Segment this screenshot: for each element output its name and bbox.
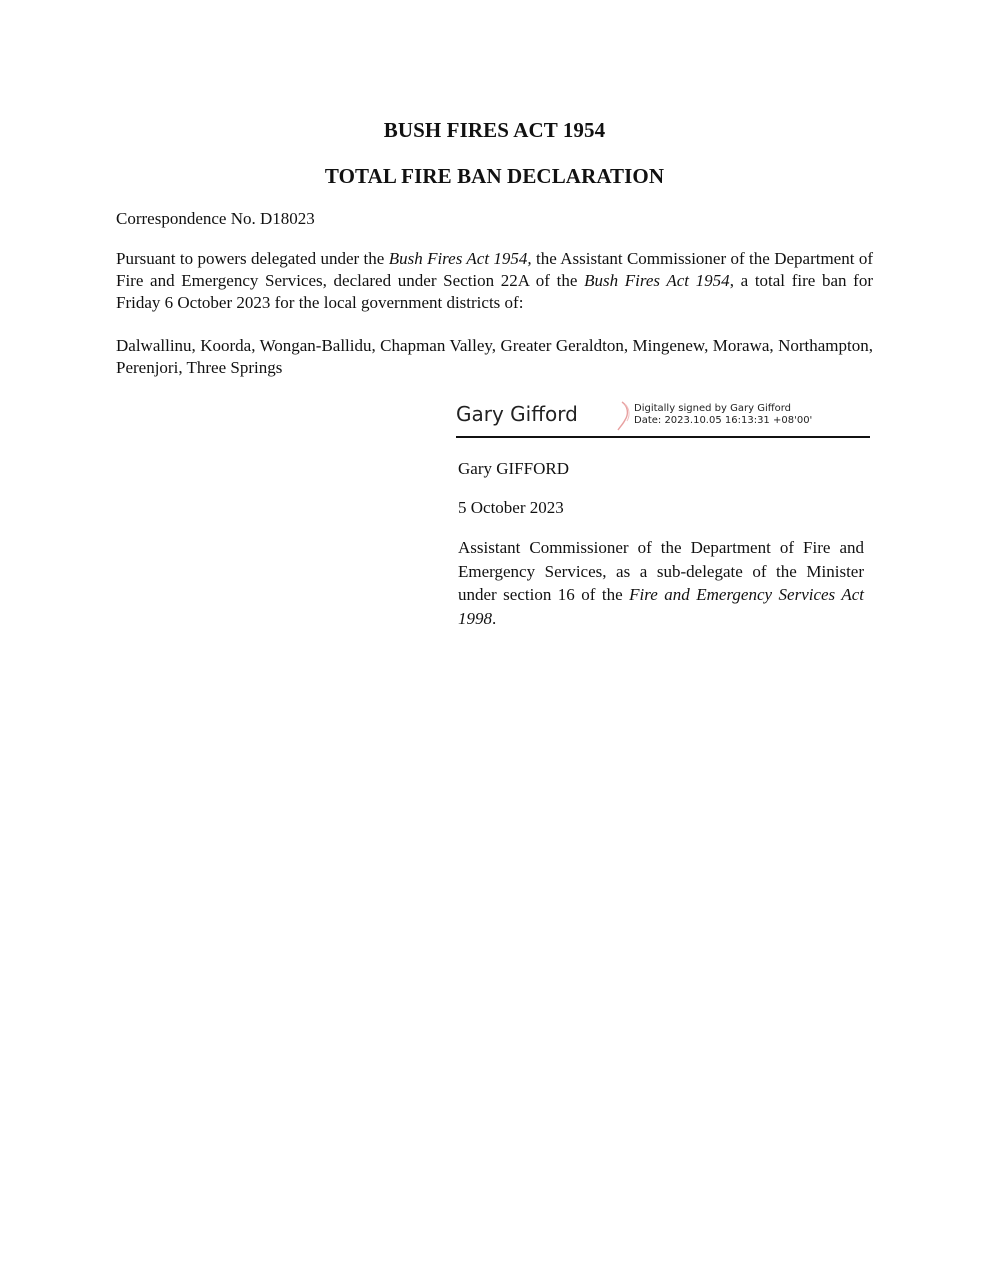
paragraph-text-2: the Assistant Commissioner of the Department of Fire and Emergency Services, declared under Section 22A of the xyxy=(116,249,873,290)
paragraph-text-1: Pursuant to powers delegated under the xyxy=(116,249,389,268)
declaration-title: TOTAL FIRE BAN DECLARATION xyxy=(324,164,665,188)
act-name-italic-2: Bush Fires Act 1954 xyxy=(584,271,730,290)
signer-title xyxy=(458,536,864,630)
signature-date: Date: 2023.10.05 16:13:31 +08'00' xyxy=(634,415,813,426)
paragraph-text-3: , a total fire ban for Friday 6 October 2023 for the local government districts of: xyxy=(116,271,873,312)
act-title: BUSH FIRES ACT 1954 xyxy=(383,118,606,142)
districts-list: Dalwallinu, Koorda, Wongan-Ballidu, Chapman Valley, Greater Geraldton, Mingenew, Morawa, Northampton, Perenjori, Three Springs xyxy=(116,336,873,377)
signature-mark-icon xyxy=(616,400,634,432)
declaration-paragraph xyxy=(116,248,873,314)
signer-act-italic: Fire and Emergency Services Act 1998 xyxy=(458,585,864,628)
signer-name: Gary GIFFORD xyxy=(458,459,569,478)
signer-title-text-1: Assistant Commissioner of the Department of Fire and Emergency Services, as a sub-delegate of the Minister under section 16 of the xyxy=(458,538,864,604)
act-name-italic-1: Bush Fires Act 1954, xyxy=(388,249,532,268)
signature-metadata xyxy=(634,403,812,427)
signature-signed-by: Digitally signed by Gary Gifford xyxy=(634,403,792,414)
signature-name: Gary Gifford xyxy=(456,402,578,426)
signer-date: 5 October 2023 xyxy=(458,498,564,517)
correspondence-number: Correspondence No. D18023 xyxy=(116,209,315,228)
digital-signature-block xyxy=(456,400,870,438)
signer-title-text-2: . xyxy=(492,608,497,628)
